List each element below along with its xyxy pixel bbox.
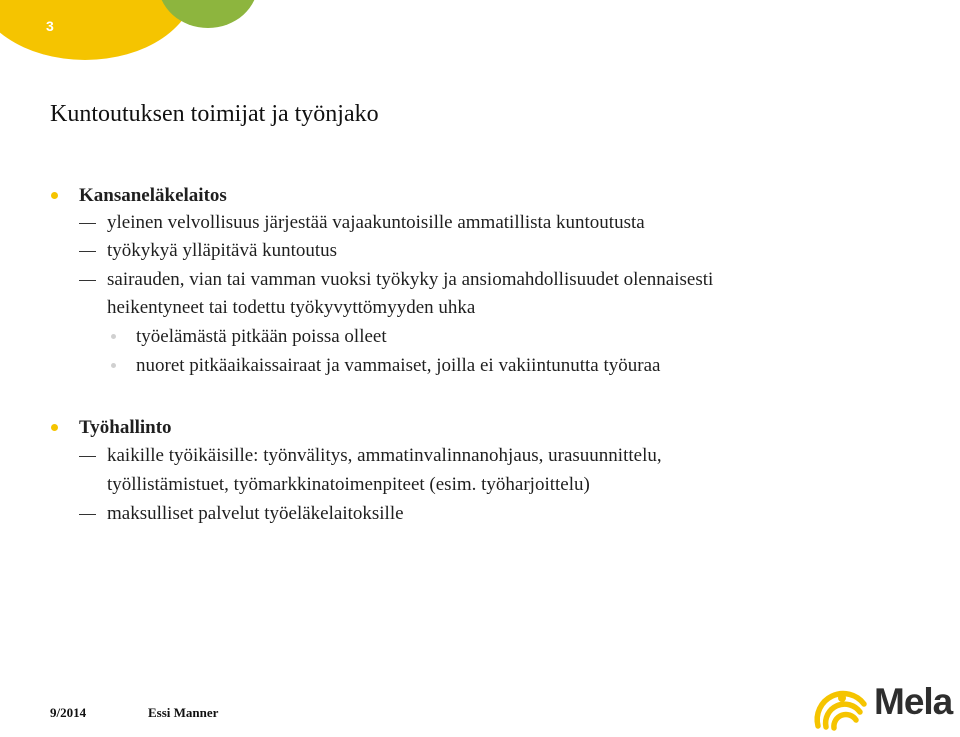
list-item: sairauden, vian tai vamman vuoksi työkyky ja ansiomahdollisuudet olennaisesti <box>107 269 714 290</box>
dash-icon <box>79 514 96 515</box>
list-item: yleinen velvollisuus järjestää vajaakuntoisille ammatillista kuntoutusta <box>107 212 645 233</box>
list-item-continuation: heikentyneet tai todettu työkyvyttömyyden uhka <box>107 297 476 318</box>
dash-icon <box>79 280 96 281</box>
bullet-dot-icon <box>51 424 58 431</box>
mela-sun-icon <box>812 676 872 732</box>
logo-text: Mela <box>874 681 953 722</box>
bullet-dot-icon <box>51 192 58 199</box>
list-item-continuation: työllistämistuet, työmarkkinatoimenpiteet (esim. työharjoittelu) <box>107 474 590 495</box>
sub-bullet-dot-icon <box>111 363 116 368</box>
section-heading-tyohallinto: Työhallinto <box>79 417 172 438</box>
sub-list-item: nuoret pitkäaikaissairaat ja vammaiset, joilla ei vakiintunutta työuraa <box>136 355 661 376</box>
slide-number: 3 <box>46 18 54 34</box>
dash-icon <box>79 456 96 457</box>
footer-date: 9/2014 <box>50 705 87 720</box>
sub-list-item: työelämästä pitkään poissa olleet <box>136 326 387 347</box>
decorative-yellow-circle <box>0 0 195 60</box>
list-item: työkykyä ylläpitävä kuntoutus <box>107 240 338 261</box>
section-heading-kela: Kansaneläkelaitos <box>79 185 227 206</box>
slide-title: Kuntoutuksen toimijat ja työnjako <box>50 101 379 127</box>
dash-icon <box>79 223 96 224</box>
mela-logo <box>812 676 960 732</box>
dash-icon <box>79 251 96 252</box>
footer-author: Essi Manner <box>148 705 219 720</box>
sub-bullet-dot-icon <box>111 334 116 339</box>
list-item: kaikille työikäisille: työnvälitys, ammatinvalinnanohjaus, urasuunnittelu, <box>107 445 662 466</box>
list-item: maksulliset palvelut työeläkelaitoksille <box>107 503 404 524</box>
